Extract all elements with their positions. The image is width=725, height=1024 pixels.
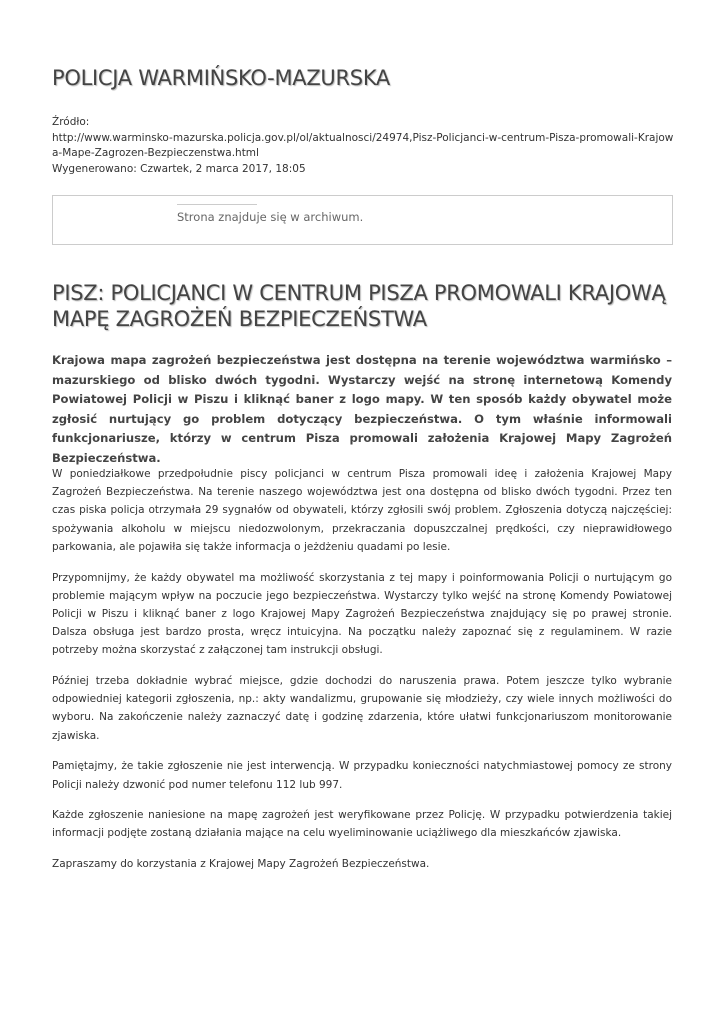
article-title: PISZ: POLICJANCI W CENTRUM PISZA PROMOWALI KRAJOWĄ MAPĘ ZAGROŻEŃ BEZPIECZEŃSTWA [52,281,666,331]
article-paragraph: Później trzeba dokładnie wybrać miejsce, gdzie dochodzi do naruszenia prawa. Potem jeszcze tylko wybranie odpowiedniej kategorii zgłoszenia, np.: akty wandalizmu, grupowanie się młodzieży, czy wiele innych możliwości do wyboru. Na zakończenie należy zaznaczyć datę i godzinę zdarzenia, które ułatwi funkcjonariuszom monitorowanie zjawiska. [52,675,672,742]
article-paragraph: Zapraszamy do korzystania z Krajowej Mapy Zagrożeń Bezpieczeństwa. [52,858,430,871]
article-paragraph: Przypomnijmy, że każdy obywatel ma możliwość skorzystania z tej mapy i poinformowania Policji o nurtującym go problemie mającym wpływ na poczucie jego bezpieczeństwa. Wystarczy tylko wejść na stronę Komendy Powiatowej Policji w Piszu i kliknąć baner z logo Krajowej Mapy Zagrożeń Bezpieczeństwa znajdujący się po prawej stronie. Dalsza obsługa jest bardzo prosta, wręcz intuicyjna. Na początku należy zapoznać się z regulaminem. W razie potrzeby można skorzystać z załączonej tam instrukcji obsługi. [52,571,672,657]
site-title: POLICJA WARMIŃSKO-MAZURSKA [52,66,390,90]
source-meta [52,115,677,177]
article-body [52,465,672,886]
source-label: Źródło: [52,116,90,128]
archive-notice: Strona znajduje się w archiwum. [177,210,364,224]
generated-date: Wygenerowano: Czwartek, 2 marca 2017, 18:05 [52,162,306,175]
source-url: http://www.warminsko-mazurska.policja.gov.pl/ol/aktualnosci/24974,Pisz-Policjanci-w-centrum-Pisza-promowali-Krajowa-Mape-Zagrozen-Bezpieczenstwa.html [52,131,674,159]
article-paragraph: W poniedziałkowe przedpołudnie piscy policjanci w centrum Pisza promowali ideę i założenia Krajowej Mapy Zagrożeń Bezpieczeństwa. Na terenie naszego województwa jest ona dostępna od blisko dwóch tygodni. Przez ten czas piska policja otrzymała 29 sygnałów od obywateli, którzy zgłosili swój problem. Zgłoszenia dotyczą najczęściej: spożywania alkoholu w miejscu niedozwolonym, przekraczania dopuszczalnej prędkości, czy nieprawidłowego parkowania, ale pojawiła się także informacja o jeżdżeniu quadami po lesie. [52,468,672,553]
article-lead: Krajowa mapa zagrożeń bezpieczeństwa jest dostępna na terenie województwa warmińsko – mazurskiego od blisko dwóch tygodni. Wystarczy wejść na stronę internetową Komendy Powiatowej Policji w Piszu i kliknąć baner z logo mapy. W ten sposób każdy obywatel może zgłosić nurtujący go problem dotyczący bezpieczeństwa. O tym właśnie informowali funkcjonariusze, którzy w centrum Pisza promowali założenia Krajowej Mapy Zagrożeń Bezpieczeństwa. [52,353,672,465]
archive-notice-box [52,195,673,245]
archive-divider [177,204,257,205]
article-paragraph: Każde zgłoszenie naniesione na mapę zagrożeń jest weryfikowane przez Policję. W przypadku potwierdzenia takiej informacji podjęte zostaną działania mające na celu wyeliminowanie uciążliwego dla mieszkańców zjawiska. [52,809,672,840]
article-paragraph: Pamiętajmy, że takie zgłoszenie nie jest interwencją. W przypadku konieczności natychmiastowej pomocy ze strony Policji należy dzwonić pod numer telefonu 112 lub 997. [52,760,672,791]
